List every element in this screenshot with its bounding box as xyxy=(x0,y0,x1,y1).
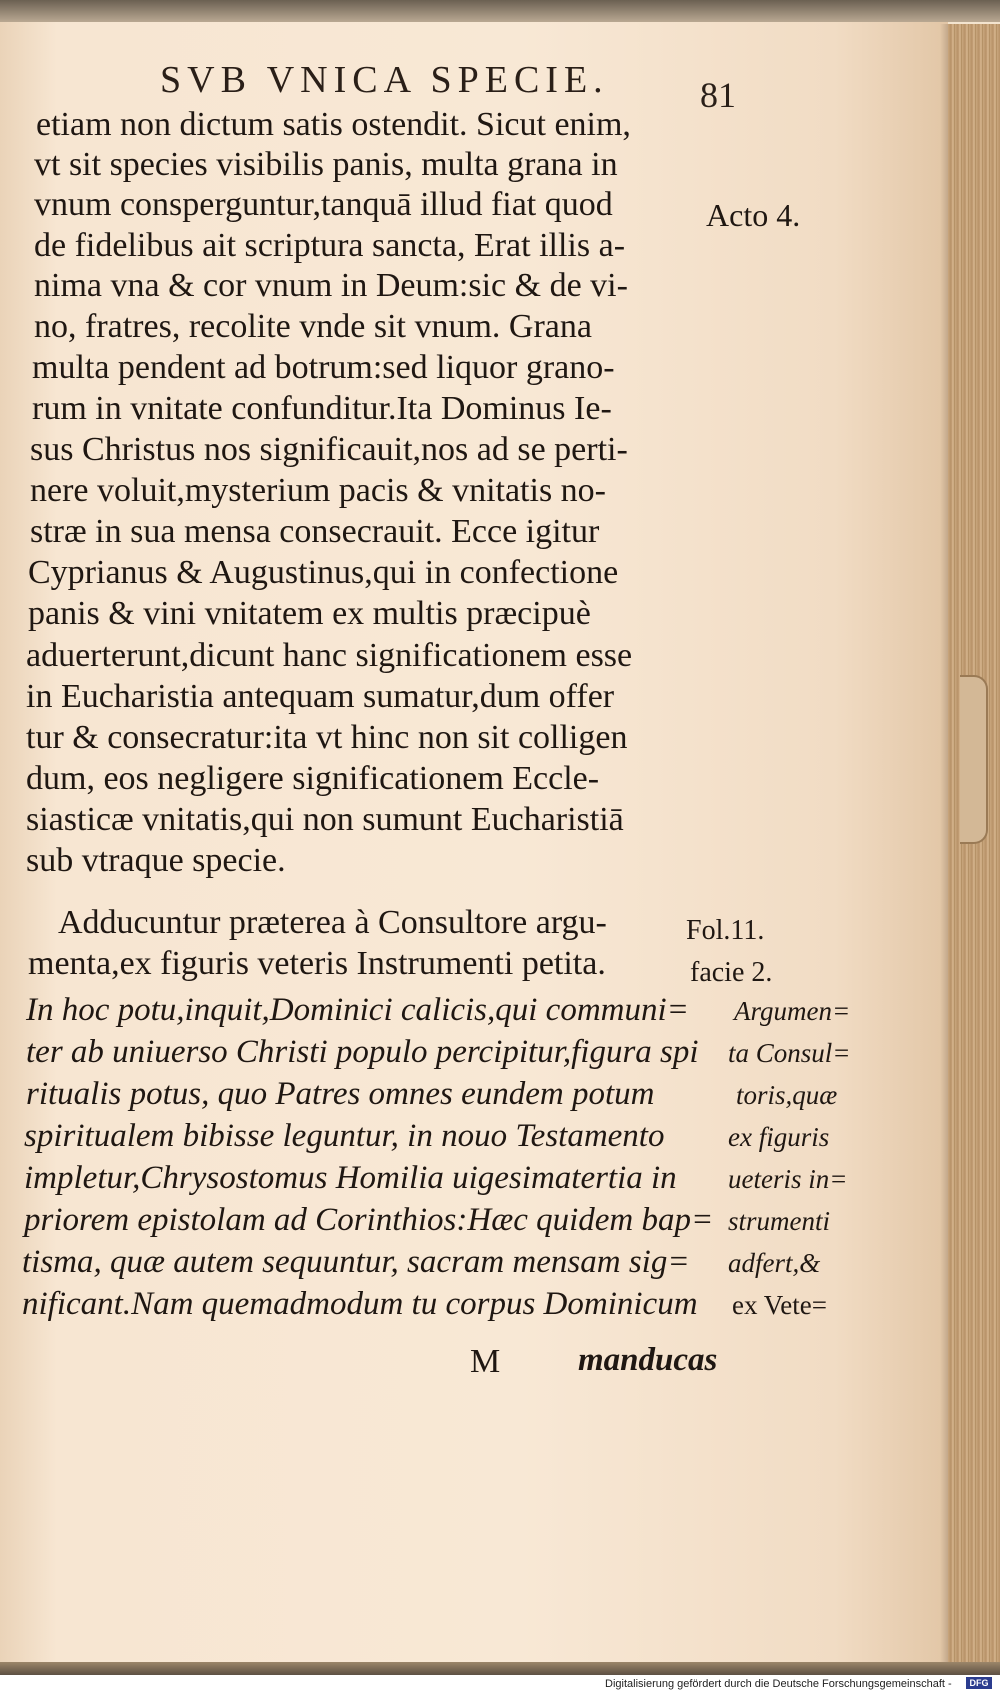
digitization-credit: Digitalisierung gefördert durch die Deutsche Forschungsgemeinschaft - xyxy=(605,1678,952,1690)
italic-line: In hoc potu,inquit,Dominici calicis,qui communi= xyxy=(26,992,689,1028)
text-line: in Eucharistia antequam sumatur,dum offer xyxy=(26,678,615,715)
text-line: etiam non dictum satis ostendit. Sicut enim, xyxy=(36,106,631,143)
text-line: stræ in sua mensa consecrauit. Ecce igitur xyxy=(30,513,600,550)
text-line: nere voluit,mysterium pacis & vnitatis no- xyxy=(30,472,607,509)
margin-argument-line: adfert,& xyxy=(728,1248,821,1278)
text-line: vnum consperguntur,tanquā illud fiat quod xyxy=(34,186,613,223)
text-line: menta,ex figuris veteris Instrumenti petita. xyxy=(28,945,606,982)
margin-argument-line: ex figuris xyxy=(728,1122,830,1152)
text-line: aduerterunt,dicunt hanc significationem esse xyxy=(26,637,633,674)
italic-line: tisma, quæ autem sequuntur, sacram mensam sig= xyxy=(22,1244,690,1280)
italic-line: ritualis potus, quo Patres omnes eundem potum xyxy=(26,1076,655,1112)
text-line: Cyprianus & Augustinus,qui in confectione xyxy=(28,554,619,591)
page-edges xyxy=(948,24,1000,1664)
text-line: rum in vnitate confunditur.Ita Dominus Ie- xyxy=(32,390,612,427)
text-line: Adducuntur præterea à Consultore argu- xyxy=(58,904,607,941)
text-line: tur & consecratur:ita vt hinc non sit colligen xyxy=(26,719,628,756)
text-line: vt sit species visibilis panis, multa grana in xyxy=(34,146,618,183)
text-line: panis & vini vnitatem ex multis præcipuè xyxy=(28,595,591,632)
margin-argument-line: Argumen= xyxy=(734,996,851,1026)
catchword: manducas xyxy=(578,1342,718,1378)
text-line: dum, eos negligere significationem Eccle- xyxy=(26,760,600,797)
margin-argument-line: ueteris in= xyxy=(728,1164,848,1194)
text-line: de fidelibus ait scriptura sancta, Erat illis a- xyxy=(34,227,626,264)
margin-argument-line: ex Vete= xyxy=(732,1290,827,1320)
italic-line: ter ab uniuerso Christi populo percipitur,figura spi xyxy=(26,1034,699,1070)
margin-note-facie: facie 2. xyxy=(690,957,773,988)
margin-argument-line: ta Consul= xyxy=(728,1038,851,1068)
text-line: no, fratres, recolite vnde sit vnum. Grana xyxy=(34,308,592,345)
margin-argument-line: toris,quæ xyxy=(736,1080,838,1110)
text-line: nima vna & cor vnum in Deum:sic & de vi- xyxy=(34,267,628,304)
page-number: 81 xyxy=(700,75,736,115)
margin-note-folio: Fol.11. xyxy=(686,915,765,946)
margin-argument-line: strumenti xyxy=(728,1206,831,1236)
dfg-logo: DFG xyxy=(966,1677,992,1689)
running-title: SVB VNICA SPECIE. xyxy=(160,59,609,101)
text-line: sub vtraque specie. xyxy=(26,842,286,879)
italic-line: impletur,Chrysostomus Homilia uigesimatertia in xyxy=(24,1160,677,1196)
italic-line: priorem epistolam ad Corinthios:Hæc quidem bap= xyxy=(24,1202,714,1238)
signature-mark: M xyxy=(470,1343,501,1380)
bookmark-tab xyxy=(960,675,988,844)
text-line: multa pendent ad botrum:sed liquor grano- xyxy=(32,349,615,386)
text-line: sus Christus nos significauit,nos ad se perti- xyxy=(30,431,628,468)
margin-note-acts: Acto 4. xyxy=(706,197,801,233)
italic-line: spiritualem bibisse leguntur, in nouo Testamento xyxy=(24,1118,665,1154)
text-line: siasticæ vnitatis,qui non sumunt Eucharistiā xyxy=(26,801,624,838)
italic-line: nificant.Nam quemadmodum tu corpus Dominicum xyxy=(22,1286,698,1322)
